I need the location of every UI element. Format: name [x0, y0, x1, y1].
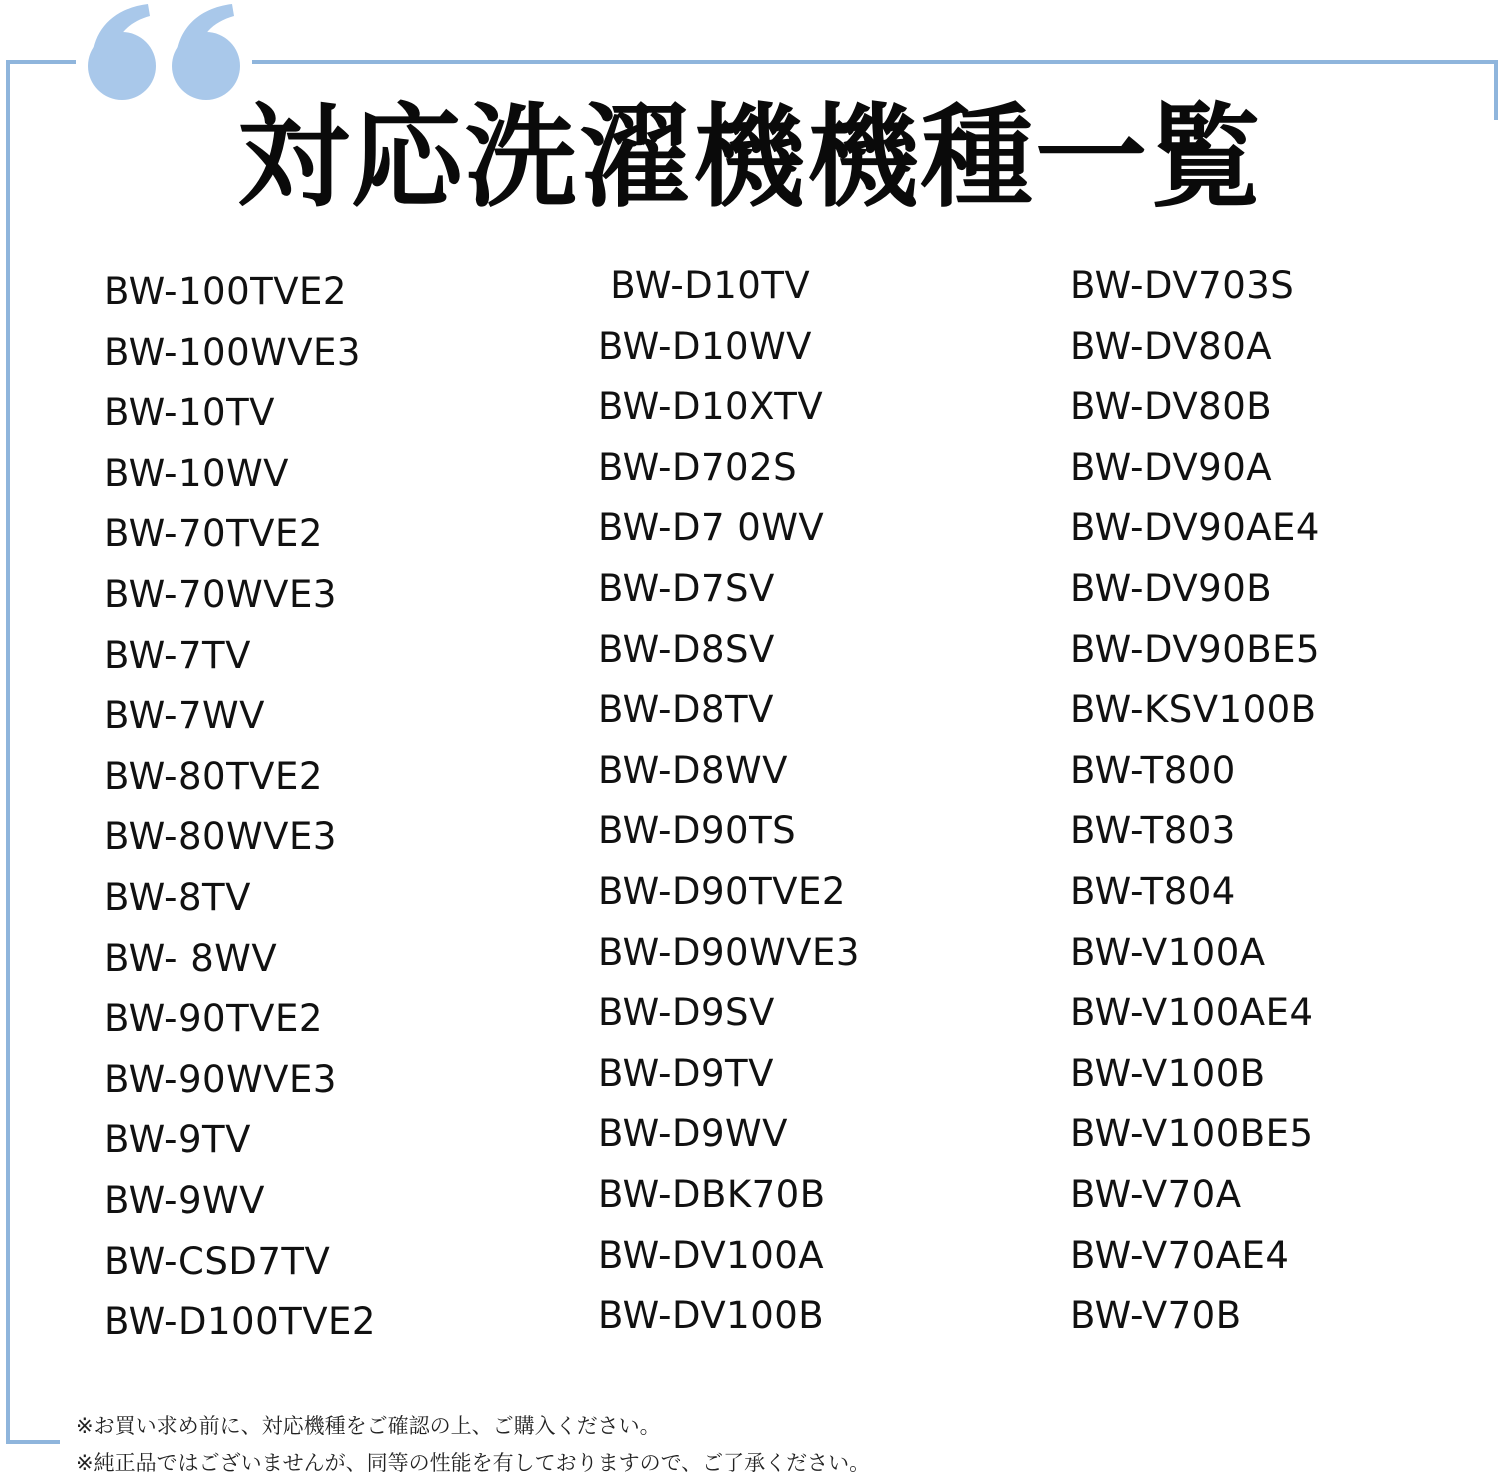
model-item: BW-D8TV [598, 688, 774, 732]
model-item: BW-D7SV [598, 566, 775, 610]
model-item: BW-V100BE5 [1070, 1112, 1314, 1156]
model-item: BW-DV100B [598, 1294, 825, 1338]
model-item: BW-T803 [1070, 809, 1236, 853]
model-column-3 [1070, 256, 1320, 1347]
note-check-compatibility: ※お買い求め前に、対応機種をご確認の上、ご購入ください。 [76, 1414, 661, 1438]
note-non-genuine: ※純正品ではございませんが、同等の性能を有しておりますので、ご了承ください。 [76, 1451, 871, 1475]
model-item: BW-T800 [1070, 748, 1236, 792]
model-item: BW-9WV [104, 1178, 265, 1222]
model-item: BW-V100AE4 [1070, 991, 1314, 1035]
model-item: BW-80TVE2 [104, 754, 323, 798]
model-item: BW-D90TS [598, 809, 797, 853]
frame-left-line [6, 60, 10, 1444]
quote-icon [84, 2, 250, 102]
model-item: BW-9TV [104, 1118, 251, 1162]
model-item: BW-D90WVE3 [598, 930, 860, 974]
model-item: BW-V70A [1070, 1172, 1242, 1216]
page-title: 対応洗濯機機種一覧 [237, 93, 1263, 223]
model-column-1 [104, 262, 376, 1353]
model-item: BW-10WV [104, 451, 289, 495]
model-item: BW-V70AE4 [1070, 1233, 1290, 1277]
model-item: BW-D8WV [598, 748, 788, 792]
model-item: BW-DV90AE4 [1070, 506, 1320, 550]
model-item: BW-8TV [104, 875, 251, 919]
notes [76, 1408, 870, 1482]
model-item: BW-10TV [104, 391, 275, 435]
model-item: BW-100TVE2 [104, 270, 347, 313]
model-item: BW-DV90BE5 [1070, 627, 1321, 671]
model-item: BW-70TVE2 [104, 512, 323, 556]
model-item: BW-70WVE3 [104, 572, 337, 616]
model-item: BW-DV90B [1070, 566, 1273, 610]
model-item: BW-D10TV [598, 264, 811, 307]
model-item: BW-KSV100B [1070, 688, 1317, 732]
model-item: BW-80WVE3 [104, 815, 337, 859]
model-item: BW-DV100A [598, 1233, 825, 1277]
model-item: BW-D10XTV [598, 385, 824, 429]
model-item: BW-D9SV [598, 991, 775, 1035]
model-item: BW-D100TVE2 [104, 1300, 376, 1344]
model-item: BW-D8SV [598, 627, 775, 671]
model-column-2 [598, 256, 860, 1347]
model-item: BW- 8WV [104, 936, 278, 980]
model-item: BW-D90TVE2 [598, 869, 846, 913]
model-item: BW-DBK70B [598, 1172, 826, 1216]
model-item: BW-T804 [1070, 869, 1236, 913]
model-item: BW-D702S [598, 445, 798, 489]
model-item: BW-DV703S [1070, 264, 1295, 307]
model-item: BW-V100A [1070, 930, 1266, 974]
frame-top-left-line [6, 60, 76, 64]
model-item: BW-V70B [1070, 1294, 1242, 1338]
model-item: BW-D9WV [598, 1112, 788, 1156]
model-item: BW-90TVE2 [104, 997, 323, 1041]
model-item: BW-7WV [104, 694, 265, 738]
model-item: BW-D7 0WV [598, 506, 825, 550]
frame-top-right-line [252, 60, 1498, 64]
model-item: BW-CSD7TV [104, 1239, 331, 1283]
model-item: BW-V100B [1070, 1051, 1266, 1095]
model-item: BW-DV90A [1070, 445, 1273, 489]
frame-bottom-line [6, 1440, 60, 1444]
model-item: BW-D10WV [598, 324, 812, 368]
model-item: BW-DV80B [1070, 385, 1273, 429]
model-item: BW-90WVE3 [104, 1057, 337, 1101]
model-item: BW-7TV [104, 633, 251, 677]
model-item: BW-D9TV [598, 1051, 774, 1095]
model-item: BW-100WVE3 [104, 330, 361, 374]
model-item: BW-DV80A [1070, 324, 1273, 368]
